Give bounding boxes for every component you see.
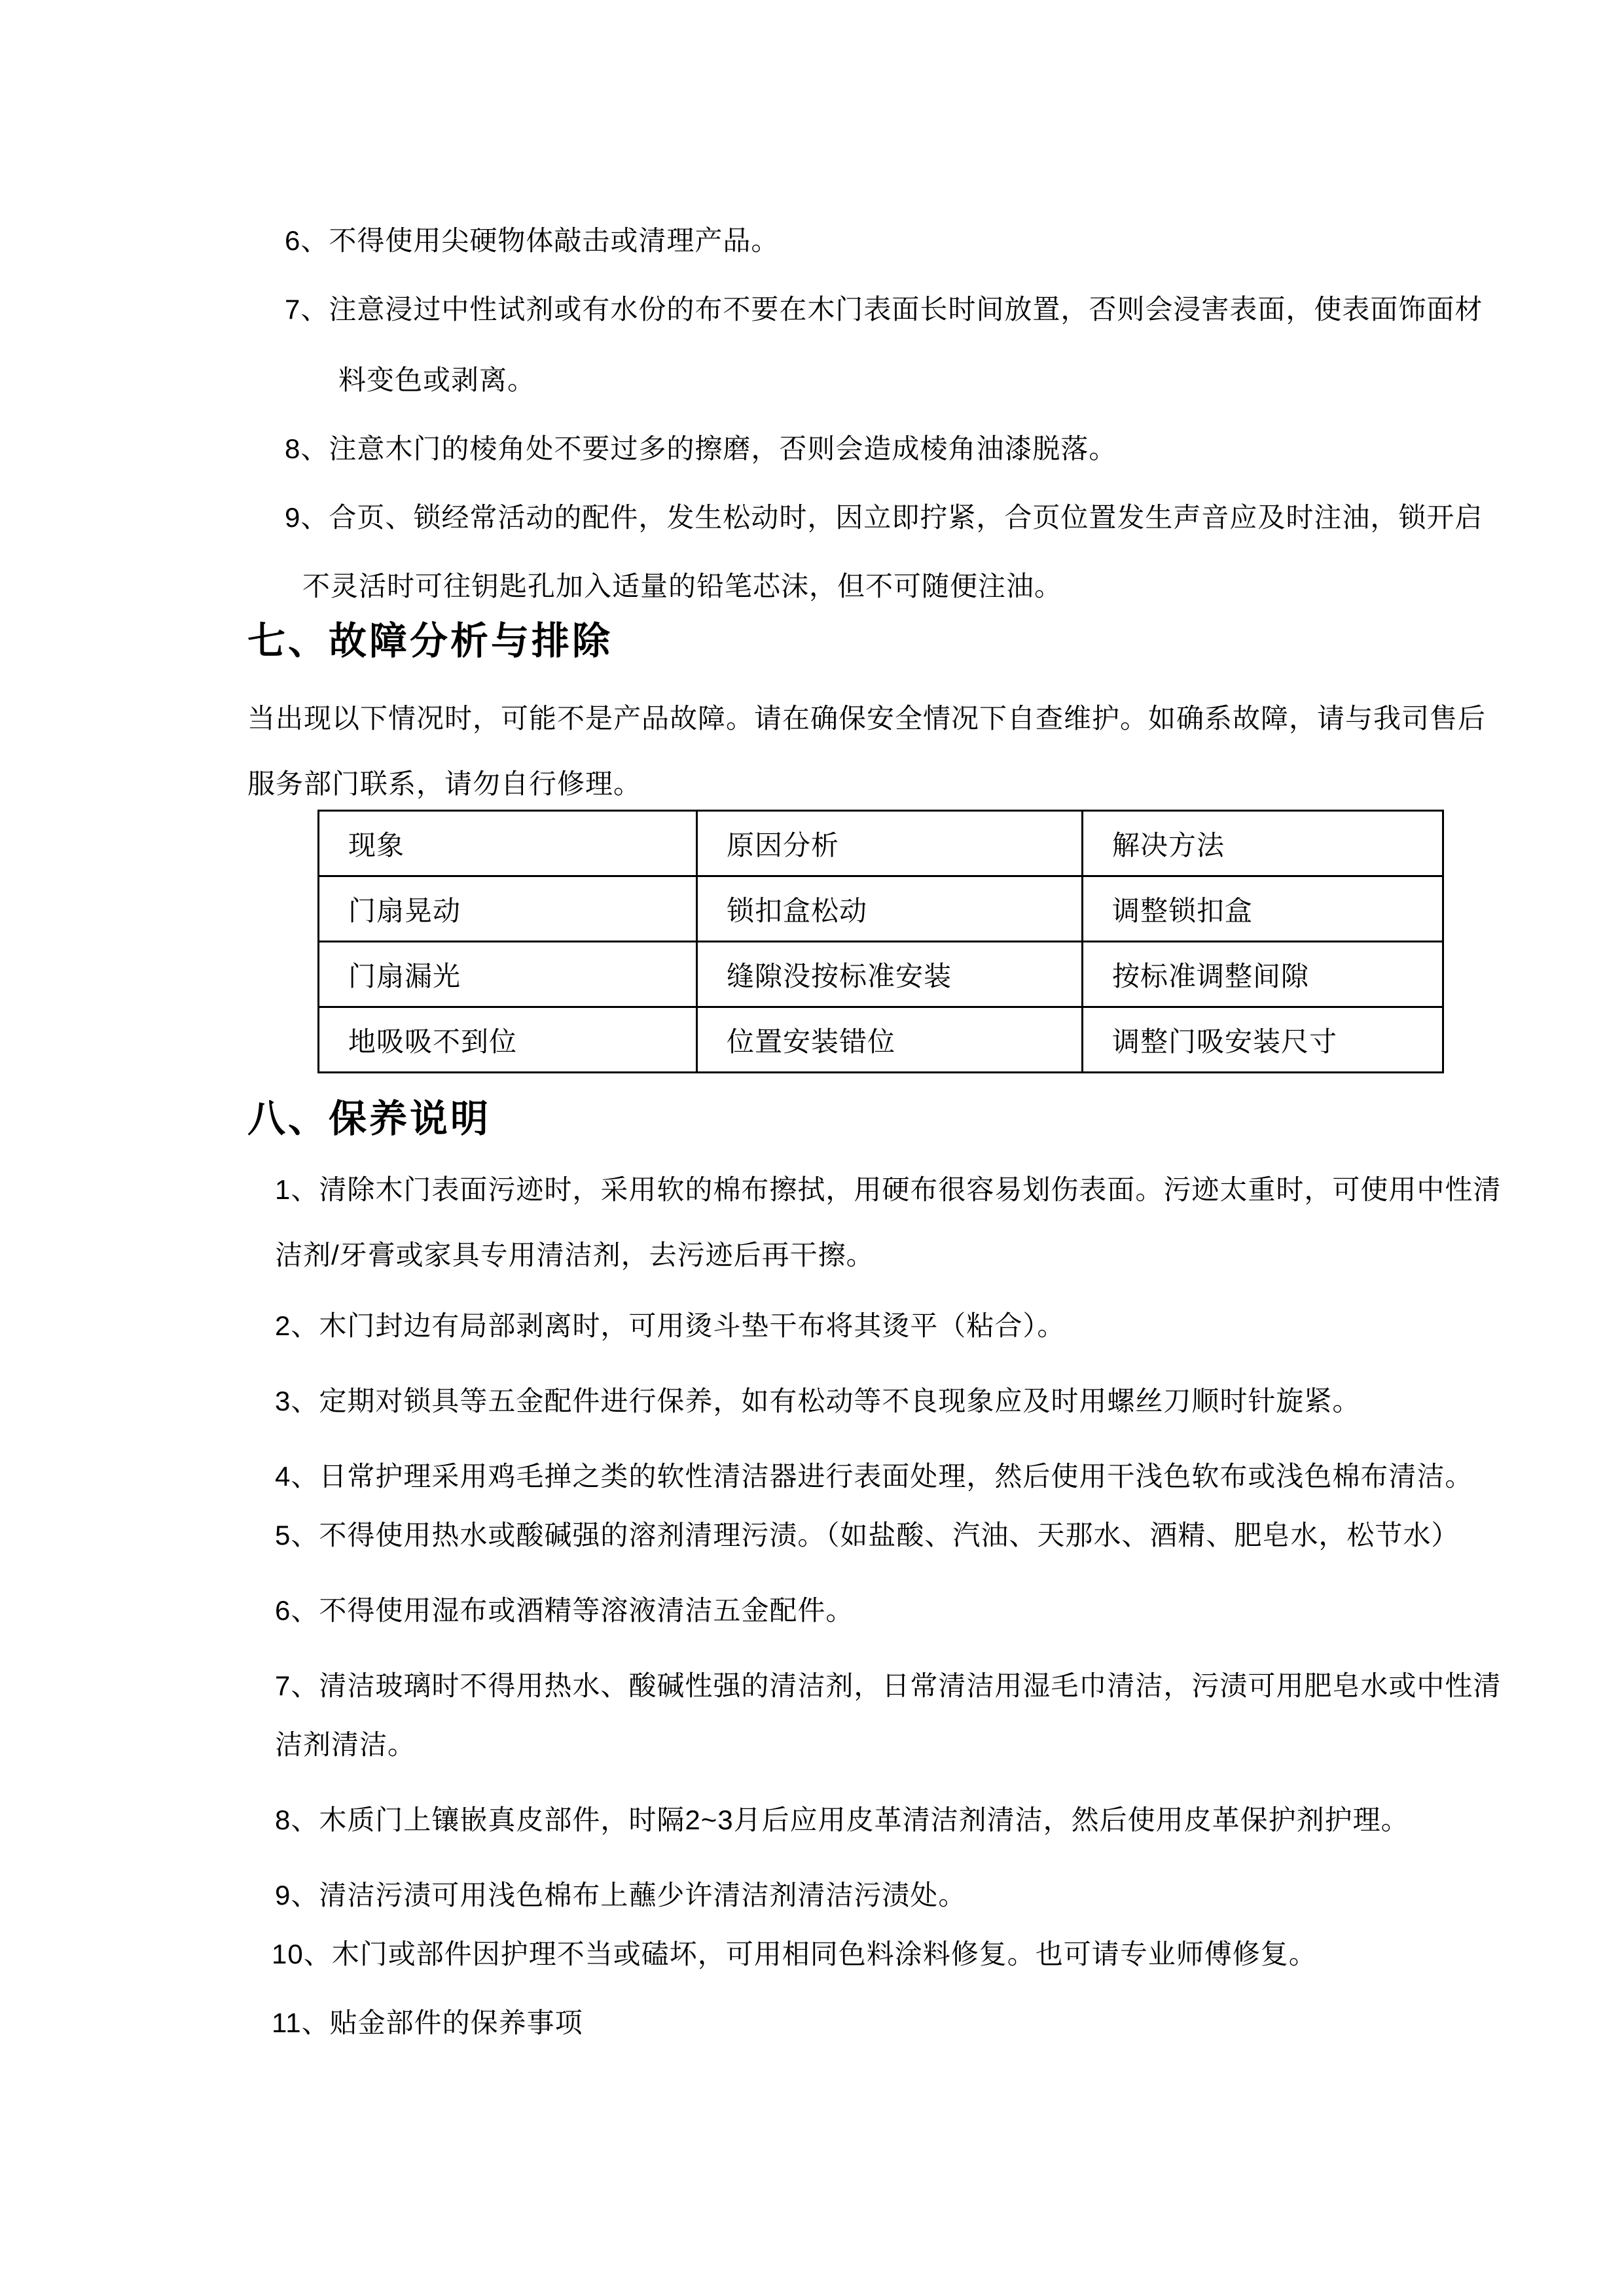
section-8-heading: 八、保养说明: [247, 1098, 492, 1140]
maintenance-item-2: 2、木门封边有局部剥离时，可用烫斗垫干布将其烫平（粘合）。: [275, 1310, 1066, 1341]
fault-table-header-solution: 解决方法: [1083, 811, 1443, 876]
fault-table-cell: 锁扣盒松动: [697, 876, 1083, 942]
fault-table-cell: 地吸吸不到位: [319, 1007, 697, 1073]
fault-table-header-row: [319, 811, 1443, 876]
fault-table-cell: 调整锁扣盒: [1083, 876, 1443, 942]
maintenance-item-1-line2: 洁剂/牙膏或家具专用清洁剂，去污迹后再干擦。: [275, 1240, 875, 1270]
fault-table-header-cause: 原因分析: [697, 811, 1083, 876]
maintenance-item-8: 8、木质门上镶嵌真皮部件，时隔2~3月后应用皮革清洁剂清洁，然后使用皮革保护剂护理。: [275, 1804, 1409, 1835]
list-item-7-line1: 7、注意浸过中性试剂或有水份的布不要在木门表面长时间放置，否则会浸害表面，使表面饰面材: [285, 294, 1483, 325]
fault-table-row: [319, 876, 1443, 942]
section-7-heading: 七、故障分析与排除: [247, 620, 613, 662]
list-item-9-line2: 不灵活时可往钥匙孔加入适量的铅笔芯沫，但不可随便注油。: [302, 571, 1063, 601]
maintenance-item-6: 6、不得使用湿布或酒精等溶液清洁五金配件。: [275, 1595, 854, 1626]
fault-table-cell: 门扇晃动: [319, 876, 697, 942]
fault-table-cell: 位置安装错位: [697, 1007, 1083, 1073]
maintenance-item-3: 3、定期对锁具等五金配件进行保养，如有松动等不良现象应及时用螺丝刀顺时针旋紧。: [275, 1386, 1361, 1416]
list-item-7-line2: 料变色或剥离。: [338, 365, 536, 395]
fault-table: [317, 810, 1444, 1073]
list-item-9-line1: 9、合页、锁经常活动的配件，发生松动时，因立即拧紧，合页位置发生声音应及时注油，锁开启: [285, 502, 1483, 533]
list-item-8: 8、注意木门的棱角处不要过多的擦磨，否则会造成棱角油漆脱落。: [285, 433, 1117, 464]
maintenance-item-1-line1: 1、清除木门表面污迹时，采用软的棉布擦拭，用硬布很容易划伤表面。污迹太重时，可使用中性清: [275, 1174, 1502, 1205]
fault-table-cell: 调整门吸安装尺寸: [1083, 1007, 1443, 1073]
section-7-intro-line1: 当出现以下情况时，可能不是产品故障。请在确保安全情况下自查维护。如确系故障，请与我司售后: [247, 703, 1487, 734]
fault-table-row: [319, 942, 1443, 1007]
maintenance-item-9: 9、清洁污渍可用浅色棉布上蘸少许清洁剂清洁污渍处。: [275, 1880, 967, 1910]
section-7-intro-line2: 服务部门联系，请勿自行修理。: [247, 768, 642, 799]
list-item-6: 6、不得使用尖硬物体敲击或清理产品。: [285, 225, 780, 256]
maintenance-item-11: 11、贴金部件的保养事项: [272, 2007, 583, 2038]
maintenance-item-10: 10、木门或部件因护理不当或磕坏，可用相同色料涂料修复。也可请专业师傅修复。: [272, 1939, 1317, 1969]
maintenance-item-4: 4、日常护理采用鸡毛掸之类的软性清洁器进行表面处理，然后使用干浅色软布或浅色棉布清洁。: [275, 1461, 1473, 1492]
fault-table-cell: 门扇漏光: [319, 942, 697, 1007]
maintenance-item-7-line2: 洁剂清洁。: [275, 1729, 416, 1760]
fault-table-row: [319, 1007, 1443, 1073]
maintenance-item-5: 5、不得使用热水或酸碱强的溶剂清理污渍。（如盐酸、汽油、天那水、酒精、肥皂水，松节水）: [275, 1520, 1460, 1551]
fault-table-cell: 按标准调整间隙: [1083, 942, 1443, 1007]
maintenance-item-7-line1: 7、清洁玻璃时不得用热水、酸碱性强的清洁剂，日常清洁用湿毛巾清洁，污渍可用肥皂水或中性清: [275, 1670, 1502, 1701]
fault-table-header-phenomenon: 现象: [319, 811, 697, 876]
fault-table-cell: 缝隙没按标准安装: [697, 942, 1083, 1007]
